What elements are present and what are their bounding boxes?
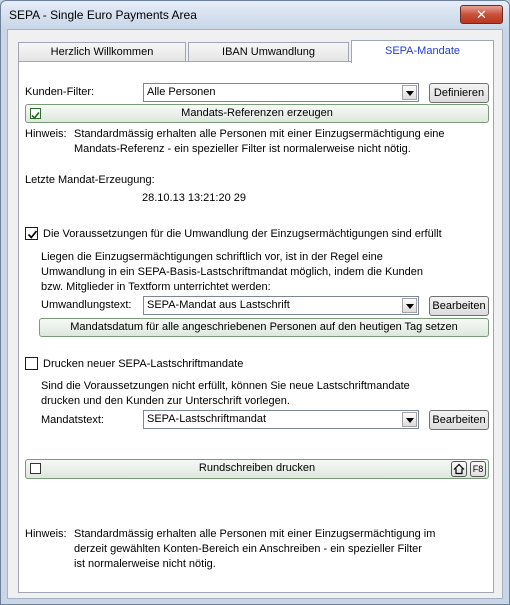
tab-label: SEPA-Mandate: [384, 45, 460, 57]
check-icon: [31, 111, 40, 120]
mandate-text-select[interactable]: [143, 410, 419, 429]
footer-hint-label: Hinweis:: [25, 528, 67, 540]
print-circular-checkbox[interactable]: [30, 463, 41, 474]
print-new-text-line: drucken und den Kunden zur Unterschrift vorlegen.: [41, 395, 290, 407]
edit-conversion-text-button[interactable]: Bearbeiten: [429, 296, 489, 316]
close-icon: ✕: [476, 7, 487, 22]
conversion-text-value: SEPA-Mandat aus Lastschrift: [147, 299, 290, 311]
footer-hint-line: ist normalerweise nicht nötig.: [74, 558, 216, 570]
mandate-text-field-label: Mandatstext:: [41, 414, 104, 426]
mandate-text-value: SEPA-Lastschriftmandat: [147, 413, 267, 425]
hint-text-line: Mandats-Referenz - ein spezieller Filter ist normalerweise nicht nötig.: [74, 143, 411, 155]
edit-mandate-text-button[interactable]: Bearbeiten: [429, 410, 489, 430]
close-button[interactable]: [460, 5, 503, 24]
conversion-checkbox-label: Die Voraussetzungen für die Umwandlung der Einzugsermächtigungen sind erfüllt: [43, 228, 442, 240]
customer-filter-label: Kunden-Filter:: [25, 86, 95, 98]
window-title: SEPA - Single Euro Payments Area: [9, 8, 197, 22]
print-new-mandates-checkbox[interactable]: [25, 357, 38, 370]
last-run-label: Letzte Mandat-Erzeugung:: [25, 174, 155, 186]
tab-herzlich-willkommen[interactable]: [18, 42, 186, 62]
title-bar[interactable]: [1, 1, 509, 29]
chevron-down-icon[interactable]: [402, 298, 417, 313]
tab-strip: [18, 42, 494, 62]
client-area: [7, 29, 503, 599]
conversion-text-select[interactable]: [143, 296, 419, 315]
print-circular-label: Rundschreiben drucken: [198, 462, 316, 474]
print-new-mandates-label: Drucken neuer SEPA-Lastschriftmandate: [43, 358, 244, 370]
footer-hint-line: derzeit gewählten Konten-Bereich ein Anschreiben - ein spezieller Filter: [74, 543, 422, 555]
footer-hint-line: Standardmässig erhalten alle Personen mit einer Einzugsermächtigung im: [74, 528, 436, 540]
print-new-text-line: Sind die Voraussetzungen nicht erfüllt, können Sie neue Lastschriftmandate: [41, 380, 410, 392]
create-mandate-references-button[interactable]: [25, 104, 489, 123]
house-glyph: [453, 463, 465, 475]
tab-label: Herzlich Willkommen: [50, 46, 154, 58]
create-references-label: Mandats-Referenzen erzeugen: [181, 107, 333, 119]
tab-iban-umwandlung[interactable]: [188, 42, 349, 62]
tab-label: IBAN Umwandlung: [222, 46, 315, 58]
sepa-mandate-panel: [18, 61, 494, 593]
conversion-text-line: bzw. Mitglieder in Textform unterrichtet werden:: [41, 281, 271, 293]
chevron-down-icon[interactable]: [402, 85, 417, 100]
check-icon: [27, 229, 38, 240]
conversion-text-line: Liegen die Einzugsermächtigungen schriftlich vor, ist in der Regel eine: [41, 251, 383, 263]
set-mandate-date-button[interactable]: Mandatsdatum für alle angeschriebenen Personen auf den heutigen Tag setzen: [39, 318, 489, 337]
home-icon[interactable]: [451, 461, 467, 477]
tab-sepa-mandate[interactable]: [351, 40, 494, 63]
create-references-checkbox[interactable]: [30, 108, 41, 119]
conversion-text-field-label: Umwandlungstext:: [41, 299, 132, 311]
print-circular-button[interactable]: [25, 459, 489, 479]
customer-filter-select[interactable]: [143, 83, 419, 102]
hint-text-line: Standardmässig erhalten alle Personen mit einer Einzugsermächtigung eine: [74, 128, 445, 140]
chevron-down-icon[interactable]: [402, 412, 417, 427]
define-button[interactable]: Definieren: [429, 83, 489, 103]
last-run-value: 28.10.13 13:21:20 29: [142, 192, 246, 204]
conversion-checkbox[interactable]: [25, 227, 38, 240]
hint-label: Hinweis:: [25, 128, 67, 140]
customer-filter-value: Alle Personen: [147, 86, 216, 98]
f8-key-icon[interactable]: F8: [470, 461, 486, 477]
conversion-text-line: Umwandlung in ein SEPA-Basis-Lastschriftmandat möglich, indem die Kunden: [41, 266, 423, 278]
